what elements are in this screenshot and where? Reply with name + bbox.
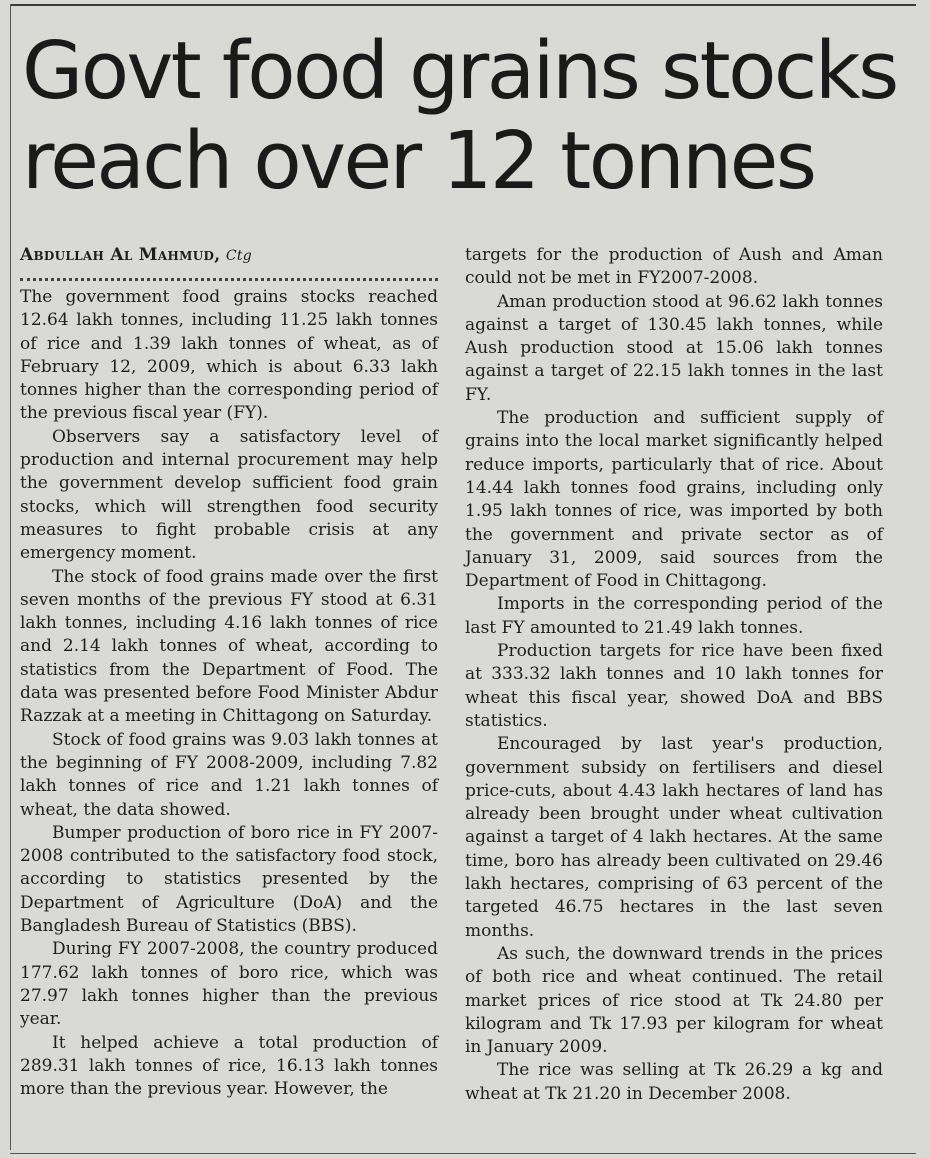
paragraph: Encouraged by last year's production, government subsidy on fertilisers and diesel price-cuts, about 4.43 lakh hectares of land has already been brought under wheat cultivation against a target of 4 lakh hectares. At the same time, boro has already been cultivated on 29.46 lakh hectares, comprising of 63 percent of the targeted 46.75 hectares in the last seven months. xyxy=(465,734,883,941)
paragraph: The production and sufficient supply of grains into the local market significantly helped reduce imports, particularly that of rice. About 14.44 lakh tonnes food grains, including only 1.95 lakh tonnes of rice, was imported by both the government and private sector as of January 31, 2009, said sources from the Department of Food in Chittagong. xyxy=(465,408,883,592)
paragraph: As such, the downward trends in the prices of both rice and wheat continued. The retail market prices of rice stood at Tk 24.80 per kilogram and Tk 17.93 per kilogram for wheat in January 2009. xyxy=(465,943,883,1058)
paragraph: The rice was selling at Tk 26.29 a kg and wheat at Tk 21.20 in December 2008. xyxy=(465,1060,883,1104)
right-column xyxy=(465,244,883,1106)
paragraph: Aman production stood at 96.62 lakh tonnes against a target of 130.45 lakh tonnes, while Aush production stood at 15.06 lakh tonnes against a target of 22.15 lakh tonnes in the last FY. xyxy=(465,291,883,405)
top-rule xyxy=(10,4,916,6)
paragraph: Stock of food grains was 9.03 lakh tonnes at the beginning of FY 2008-2009, including 7.82 lakh tonnes of rice and 1.21 lakh tonnes of wheat, the data showed. xyxy=(20,729,438,820)
byline xyxy=(20,244,438,266)
headline-line-1: Govt food grains stocks xyxy=(22,25,897,117)
paragraph: Observers say a satisfactory level of production and internal procurement may help the government develop sufficient food grain stocks, which will strengthen food security measures to fight probable crisis at any emergency moment. xyxy=(20,426,438,564)
headline xyxy=(22,26,902,206)
paragraph: The stock of food grains made over the first seven months of the previous FY stood at 6.31 lakh tonnes, including 4.16 lakh tonnes of rice and 2.14 lakh tonnes of wheat, according to statistics from the Department of Food. The data was presented before Food Minister Abdur Razzak at a meeting in Chittagong on Saturday. xyxy=(20,566,438,727)
paragraph: It helped achieve a total production of 289.31 lakh tonnes of rice, 16.13 lakh tonnes more than the previous year. However, the xyxy=(20,1032,438,1100)
headline-line-2: reach over 12 tonnes xyxy=(22,115,815,207)
byline-author: Abdullah Al Mahmud, xyxy=(20,245,221,265)
paragraph: Imports in the corresponding period of the last FY amounted to 21.49 lakh tonnes. xyxy=(465,594,883,638)
paragraph: Production targets for rice have been fixed at 333.32 lakh tonnes and 10 lakh tonnes for wheat this fiscal year, showed DoA and BBS statistics. xyxy=(465,641,883,731)
paragraph: During FY 2007-2008, the country produced 177.62 lakh tonnes of boro rice, which was 27.97 lakh tonnes higher than the previous year. xyxy=(20,939,438,1030)
paragraph: Bumper production of boro rice in FY 2007-2008 contributed to the satisfactory food stock, according to statistics presented by the Department of Agriculture (DoA) and the Bangladesh Bureau of Statistics (BBS). xyxy=(20,822,438,937)
byline-location: Ctg xyxy=(225,248,253,264)
left-rule xyxy=(10,4,11,1150)
byline-dotted-divider xyxy=(20,278,438,281)
bottom-rule xyxy=(10,1153,916,1154)
paragraph-continued: targets for the production of Aush and Aman could not be met in FY2007-2008. xyxy=(465,245,883,289)
left-column xyxy=(20,244,438,1101)
paragraph: The government food grains stocks reached 12.64 lakh tonnes, including 11.25 lakh tonnes of rice and 1.39 lakh tonnes of wheat, as of February 12, 2009, which is about 6.33 lakh tonnes higher than the corresponding period of the previous fiscal year (FY). xyxy=(20,287,438,424)
